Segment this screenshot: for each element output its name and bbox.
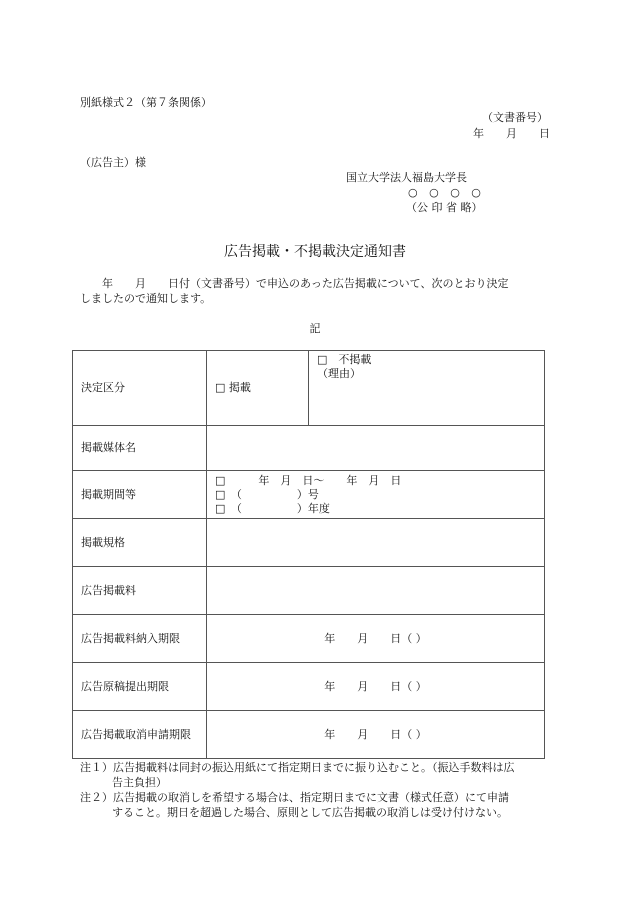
row-draft-due (73, 663, 545, 711)
document-title: 広告掲載・不掲載決定通知書 (224, 244, 406, 260)
seal-note: （公 印 省 略） (406, 201, 483, 214)
option-accept[interactable]: □ 掲載 (207, 351, 309, 426)
value-draft-due[interactable]: 年 月 日（ ） (207, 663, 545, 711)
period-option-issue[interactable]: □ （ ）号 (215, 487, 319, 501)
note-1-line-1: 注１）広告掲載料は同封の振込用紙にて指定期日までに振り込むこと。（振込手数料は広 (80, 761, 515, 774)
value-fee[interactable] (207, 567, 545, 615)
label-fee: 広告掲載料 (73, 567, 207, 615)
value-period[interactable] (207, 471, 545, 519)
period-option-year[interactable]: □ （ ）年度 (215, 501, 330, 515)
body-line-2: しましたので通知します。 (80, 292, 212, 305)
doc-number: （文書番号） (482, 111, 548, 124)
issue-date: 年 月 日 (473, 127, 550, 140)
value-cancel-due[interactable]: 年 月 日（ ） (207, 711, 545, 759)
period-option-dates[interactable]: □ 年 月 日～ 年 月 日 (215, 473, 402, 487)
form-label: 別紙様式２（第７条関係） (80, 96, 212, 109)
label-period: 掲載期間等 (73, 471, 207, 519)
label-fee-due: 広告掲載料納入期限 (73, 615, 207, 663)
option-reject[interactable]: □ 不掲載 (317, 353, 372, 366)
note-2-line-1: 注２）広告掲載の取消しを希望する場合は、指定期日までに文書（様式任意）にて申請 (80, 791, 509, 804)
ki-heading: 記 (309, 322, 321, 335)
sender-name: ○ ○ ○ ○ (408, 186, 485, 199)
option-reject-cell[interactable] (309, 351, 545, 426)
label-draft-due: 広告原稿提出期限 (73, 663, 207, 711)
label-decision: 決定区分 (73, 351, 207, 426)
label-cancel-due: 広告掲載取消申請期限 (73, 711, 207, 759)
row-fee (73, 567, 545, 615)
row-fee-due (73, 615, 545, 663)
body-line-1: 年 月 日付（文書番号）で申込のあった広告掲載について、次のとおり決定 (80, 277, 509, 290)
row-decision (73, 351, 545, 426)
row-cancel-due (73, 711, 545, 759)
note-2-line-2: すること。期日を超過した場合、原則として広告掲載の取消しは受け付けない。 (112, 806, 508, 819)
value-fee-due[interactable]: 年 月 日（ ） (207, 615, 545, 663)
reject-reason: （理由） (317, 367, 361, 380)
label-media: 掲載媒体名 (73, 426, 207, 471)
row-spec (73, 519, 545, 567)
sender-org: 国立大学法人福島大学長 (346, 171, 467, 184)
label-spec: 掲載規格 (73, 519, 207, 567)
notification-table (72, 350, 545, 759)
value-spec[interactable] (207, 519, 545, 567)
note-1-line-2: 告主負担） (112, 776, 167, 789)
value-media[interactable] (207, 426, 545, 471)
row-media (73, 426, 545, 471)
addressee: （広告主）様 (80, 156, 146, 169)
row-period (73, 471, 545, 519)
